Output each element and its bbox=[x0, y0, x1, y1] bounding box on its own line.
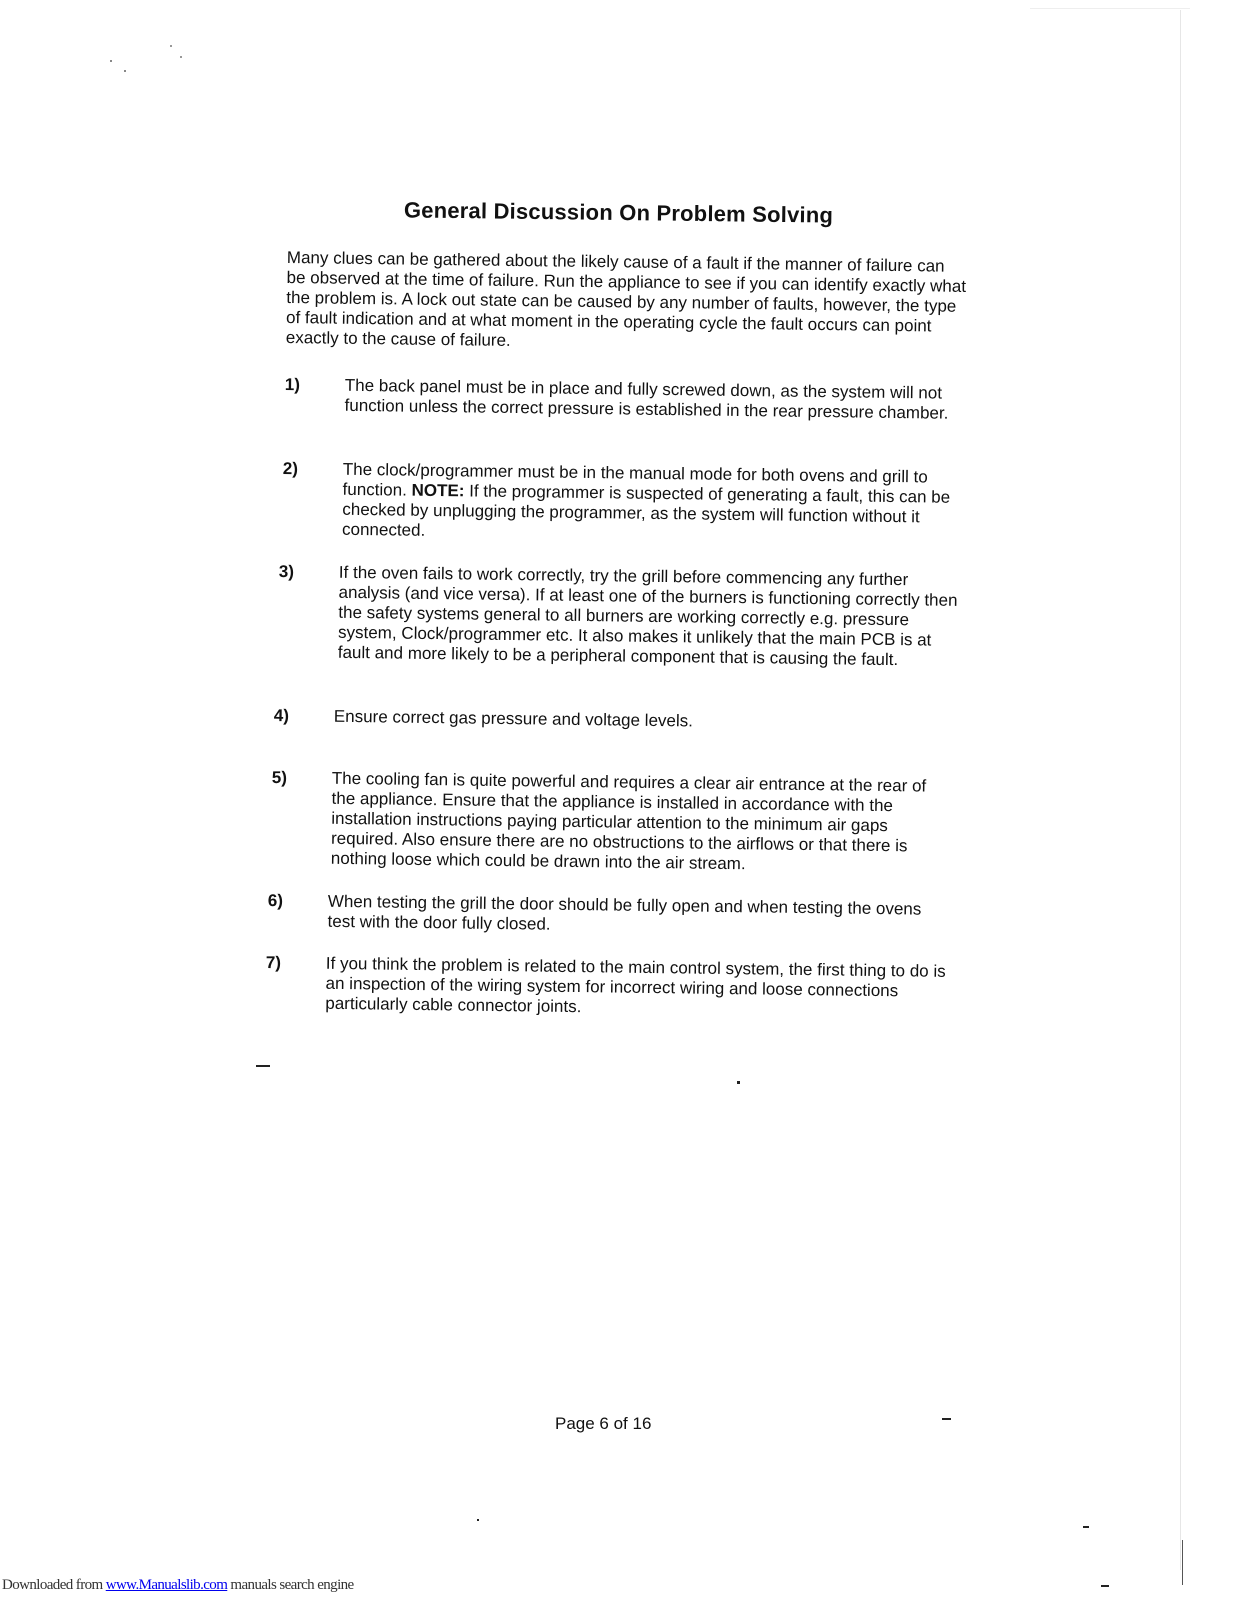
manualslib-link[interactable]: www.Manualslib.com bbox=[105, 1577, 228, 1593]
scan-mark bbox=[942, 1418, 951, 1420]
item-number: 6) bbox=[267, 891, 284, 911]
item-number: 7) bbox=[265, 953, 282, 973]
page-title: General Discussion On Problem Solving bbox=[403, 197, 834, 228]
item-text: Ensure correct gas pressure and voltage levels. bbox=[333, 706, 694, 731]
scan-edge-line bbox=[1182, 1540, 1183, 1585]
page-number: Page 6 of 16 bbox=[555, 1414, 652, 1433]
item-text-part: If the programmer is suspected of generating a fault, this can be checked by unplugging the programmer, as the system will function without it connected. bbox=[341, 481, 951, 540]
item-text: The cooling fan is quite powerful and requires a clear air entrance at the rear of the appliance. Ensure that the appliance is installed in accordance with the installation instructions paying particular attention to the minimum air gaps required. Also ensure there are no obstructions to the airflows or that there is nothing loose which could be drawn into the air stream. bbox=[330, 768, 927, 874]
item-number: 5) bbox=[271, 768, 288, 788]
scan-mark bbox=[256, 1065, 270, 1067]
scan-mark bbox=[110, 60, 112, 62]
intro-paragraph: Many clues can be gathered about the likely cause of a fault if the manner of failure can be observed at the time of failure. Run the appliance to see if you can identify exactly what the problem is. A lock out state can be caused by any number of faults, however, the type of fault indication and at what moment in the operating cycle the fault occurs can point exactly to the cause of failure. bbox=[285, 248, 967, 350]
item-number: 4) bbox=[273, 706, 290, 726]
footer-prefix: Downloaded from bbox=[2, 1577, 106, 1593]
item-text: The back panel must be in place and fully screwed down, as the system will not function unless the correct pressure is established in the rear pressure chamber. bbox=[344, 375, 949, 423]
scan-mark bbox=[124, 70, 126, 72]
scan-mark bbox=[737, 1081, 740, 1084]
item-text-part: The clock/programmer must be in the manual mode for both ovens and grill to function. bbox=[342, 459, 928, 500]
scan-mark bbox=[1083, 1526, 1089, 1528]
scan-mark bbox=[180, 56, 182, 58]
item-number: 2) bbox=[282, 459, 299, 479]
item-number: 1) bbox=[284, 375, 301, 395]
item-text bbox=[342, 460, 965, 548]
item-text: If you think the problem is related to the main control system, the first thing to do is an inspection of the wiring system for incorrect wiring and loose connections particularly cable connector joints. bbox=[325, 953, 946, 1017]
scan-mark bbox=[1101, 1585, 1109, 1587]
item-text: If the oven fails to work correctly, try the grill before commencing any further analysis (and vice versa). If at least one of the burners is functioning correctly then the safety systems general to all burners are working correctly e.g. pressure system, Clock/programmer etc. It also makes it unlikely that the main PCB is at fault and more likely to be a peripheral component that is causing the fault. bbox=[337, 562, 958, 670]
footer-suffix: manuals search engine bbox=[227, 1577, 354, 1593]
item-number: 3) bbox=[278, 562, 295, 582]
scan-mark bbox=[477, 1519, 479, 1521]
download-footer bbox=[2, 1577, 354, 1594]
item-text: When testing the grill the door should be fully open and when testing the ovens test with the door fully closed. bbox=[327, 891, 922, 934]
scan-edge-line bbox=[1180, 10, 1181, 1570]
scan-mark bbox=[170, 45, 172, 47]
scan-edge-line bbox=[1030, 8, 1190, 9]
note-label: NOTE: bbox=[411, 480, 465, 501]
